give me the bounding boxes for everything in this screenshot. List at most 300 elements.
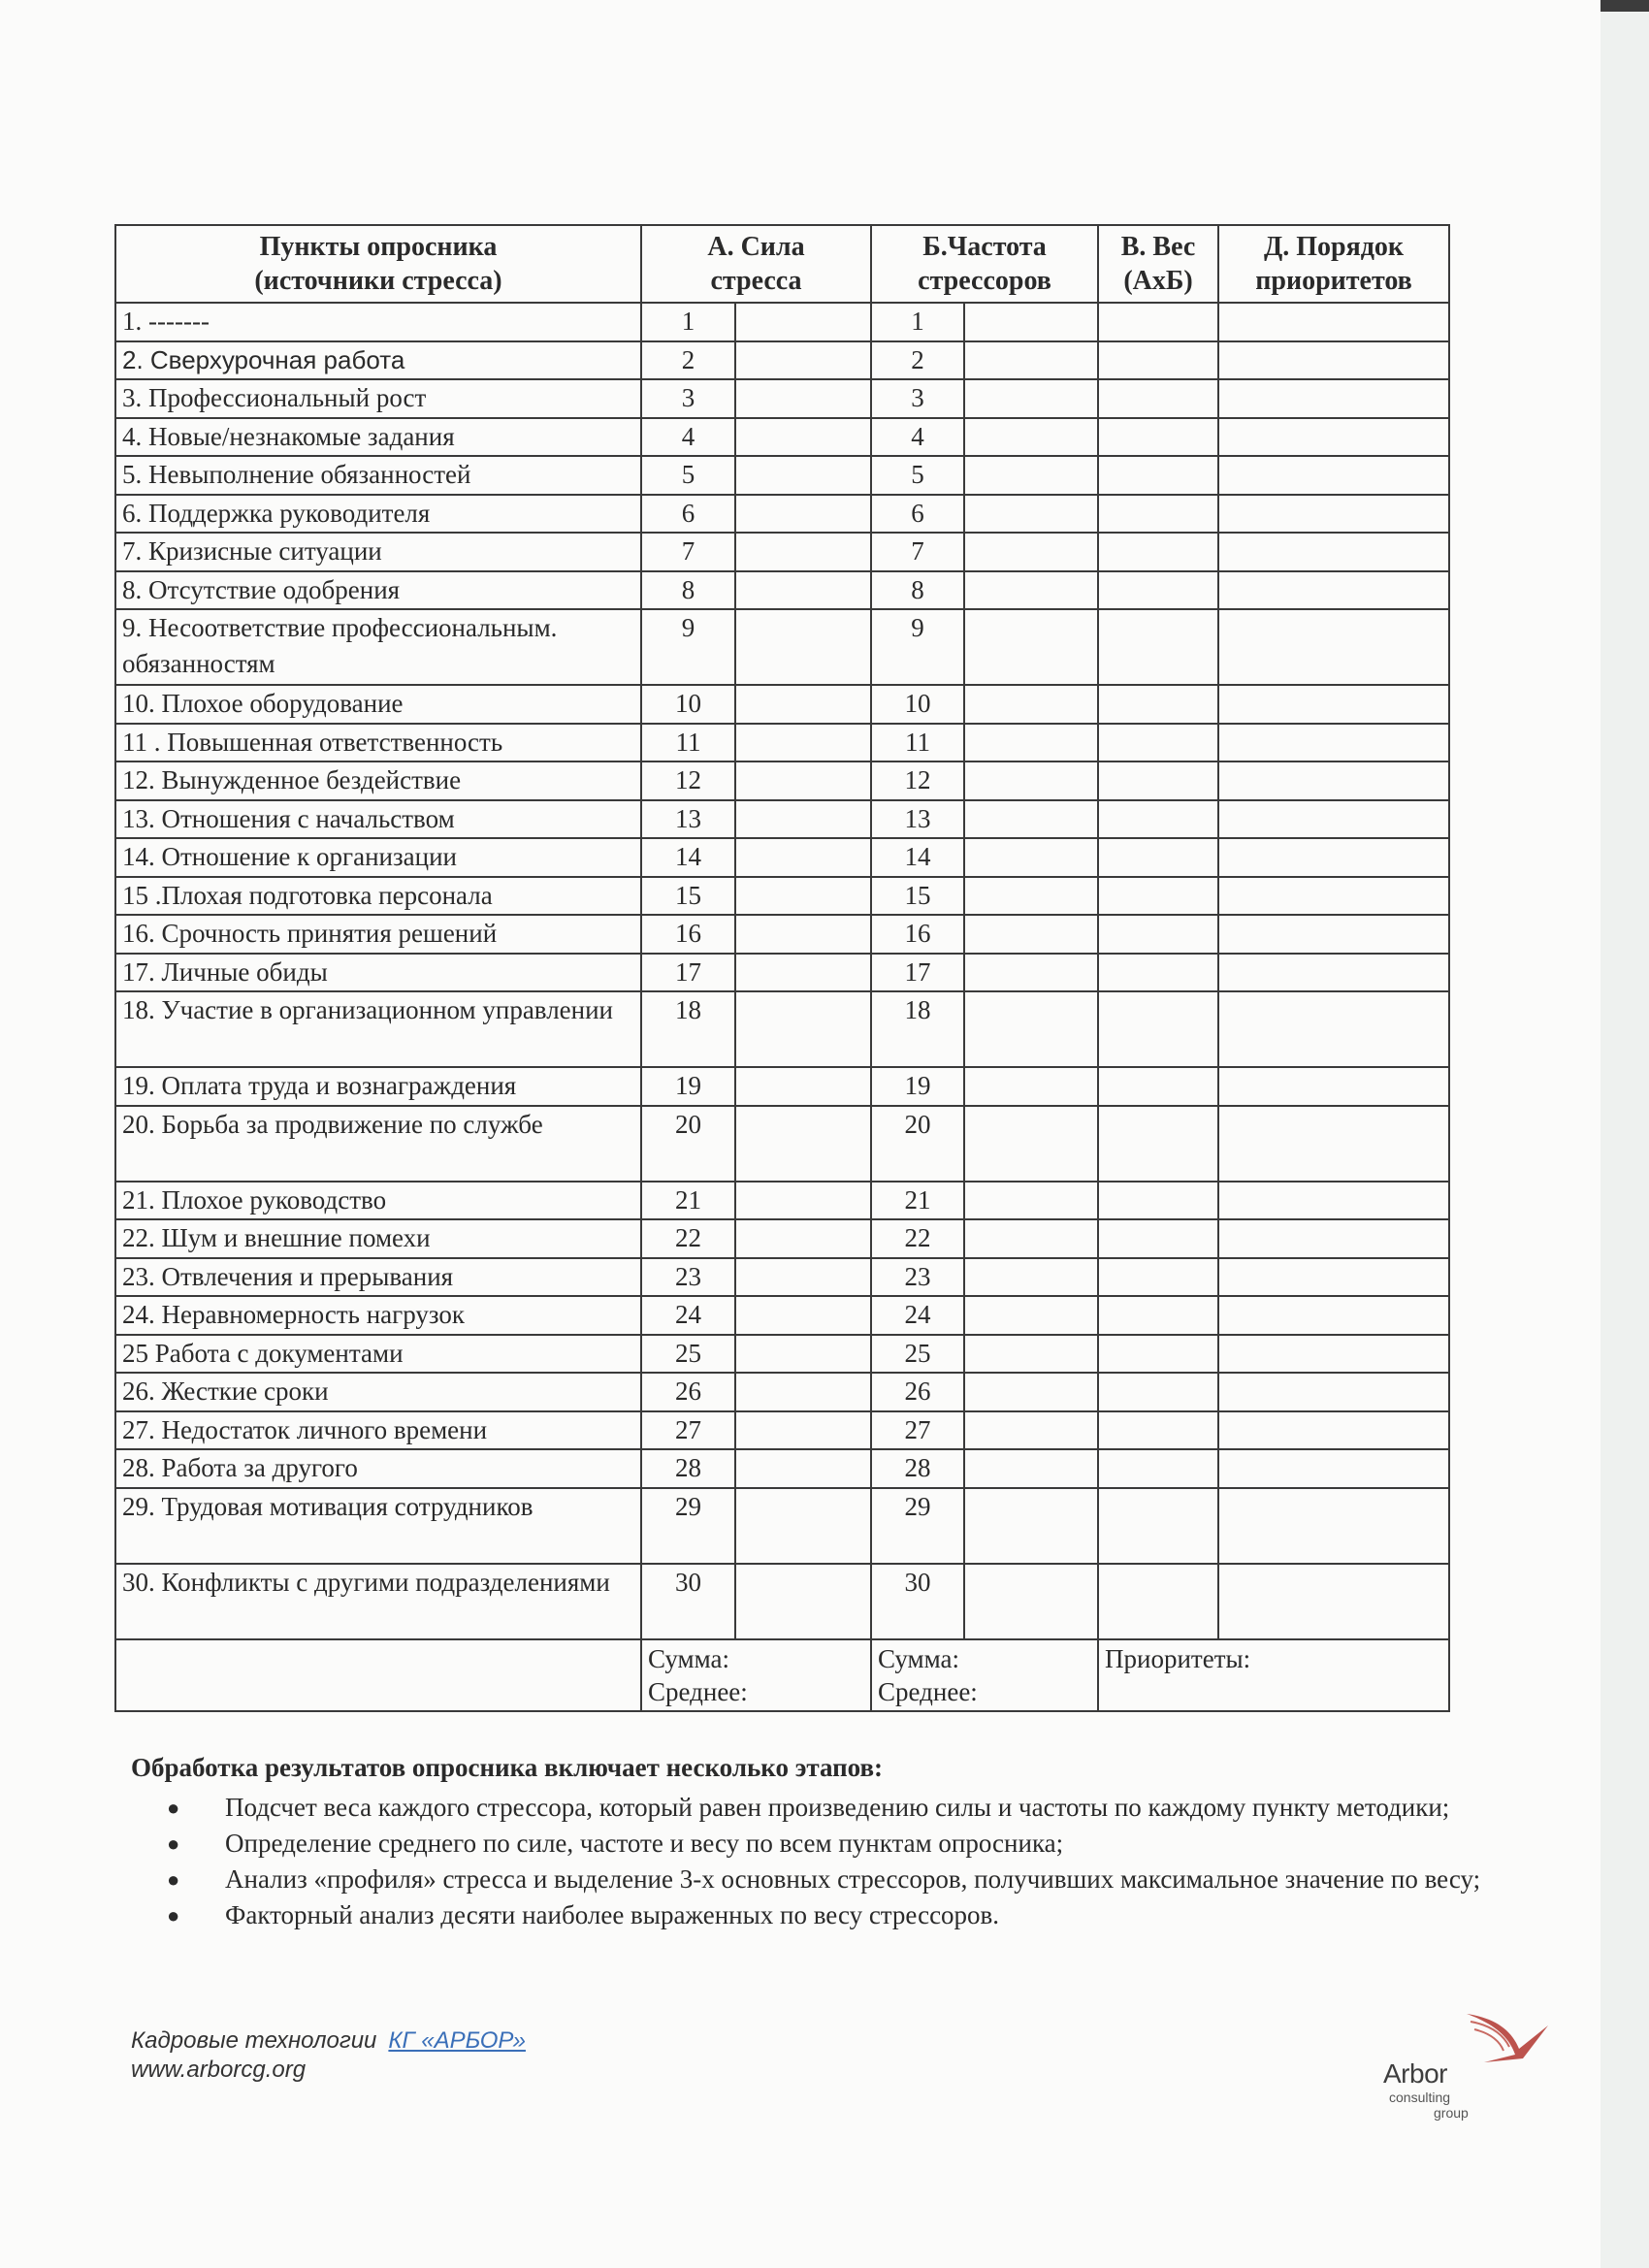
stressor-label-text: 2. Сверхурочная работа (122, 344, 405, 374)
strength-number-text: 11 (675, 727, 701, 757)
frequency-input-cell[interactable] (964, 761, 1098, 800)
frequency-number-text: 21 (904, 1184, 931, 1215)
stressor-label (115, 495, 641, 534)
strength-number-text: 17 (675, 956, 701, 987)
frequency-input-cell[interactable] (964, 991, 1098, 1067)
priority-input-cell[interactable] (1218, 1564, 1449, 1639)
stressor-label-text: 22. Шум и внешние помехи (122, 1223, 431, 1252)
weight-input-cell[interactable] (1098, 533, 1218, 571)
weight-input-cell[interactable] (1098, 495, 1218, 534)
frequency-input-cell[interactable] (964, 571, 1098, 610)
frequency-number-text: 20 (904, 1109, 931, 1139)
weight-input-cell[interactable] (1098, 800, 1218, 839)
strength-input-cell[interactable] (735, 1258, 871, 1297)
weight-input-cell[interactable] (1098, 1258, 1218, 1297)
priority-input-cell[interactable] (1218, 533, 1449, 571)
stressor-label (115, 1296, 641, 1335)
frequency-input-cell[interactable] (964, 1182, 1098, 1220)
strength-number-text: 15 (675, 880, 701, 910)
table-row (115, 1258, 1449, 1297)
strength-number (641, 1258, 735, 1297)
frequency-number-text: 3 (911, 383, 924, 412)
stressor-label (115, 456, 641, 495)
frequency-number-text: 1 (911, 307, 924, 336)
strength-input-cell[interactable] (735, 724, 871, 762)
strength-number (641, 533, 735, 571)
stressor-label-text: 12. Вынужденное бездействие (122, 765, 462, 794)
frequency-number (871, 341, 964, 380)
frequency-input-cell[interactable] (964, 1067, 1098, 1106)
strength-number (641, 379, 735, 418)
weight-input-cell[interactable] (1098, 609, 1218, 685)
frequency-number (871, 1449, 964, 1488)
frequency-number-text: 7 (911, 536, 924, 566)
stressor-label-text: 19. Оплата труда и вознаграждения (122, 1071, 517, 1100)
stressor-label-text: 3. Профессиональный рост (122, 383, 427, 412)
stressor-label-text: 1. ------- (122, 307, 210, 336)
instruction-step (167, 1862, 1508, 1897)
stressor-label (115, 303, 641, 341)
table-row (115, 838, 1449, 877)
stressor-label (115, 877, 641, 916)
strength-number (641, 418, 735, 457)
table-row (115, 571, 1449, 610)
priority-input-cell[interactable] (1218, 1373, 1449, 1411)
weight-input-cell[interactable] (1098, 303, 1218, 341)
strength-number-text: 29 (675, 1491, 701, 1521)
frequency-number (871, 609, 964, 685)
stressor-label-text: 21. Плохое руководство (122, 1184, 387, 1215)
strength-input-cell[interactable] (735, 1219, 871, 1258)
company-link[interactable]: КГ «АРБОР» (388, 2027, 526, 2054)
frequency-number (871, 495, 964, 534)
priority-input-cell[interactable] (1218, 1296, 1449, 1335)
priority-input-cell[interactable] (1218, 341, 1449, 380)
weight-input-cell[interactable] (1098, 1182, 1218, 1220)
strength-number (641, 838, 735, 877)
frequency-input-cell[interactable] (964, 1564, 1098, 1639)
strength-input-cell[interactable] (735, 1488, 871, 1564)
frequency-number-text: 14 (904, 842, 931, 871)
stressor-label (115, 761, 641, 800)
frequency-input-cell[interactable] (964, 838, 1098, 877)
stressor-label-text: 9. Несоответствие профессиональным. обязанностям (122, 613, 558, 678)
stressor-label (115, 1106, 641, 1182)
strength-input-cell[interactable] (735, 800, 871, 839)
frequency-number (871, 724, 964, 762)
strength-number (641, 1067, 735, 1106)
frequency-number (871, 1067, 964, 1106)
table-row (115, 991, 1449, 1067)
stressor-label (115, 1258, 641, 1297)
priority-input-cell[interactable] (1218, 303, 1449, 341)
priority-input-cell[interactable] (1218, 838, 1449, 877)
table-row (115, 609, 1449, 685)
strength-number-text: 19 (675, 1071, 701, 1100)
strength-number (641, 1219, 735, 1258)
stressor-label-text: 28. Работа за другого (122, 1453, 358, 1482)
strength-number-text: 21 (675, 1184, 701, 1215)
strength-input-cell[interactable] (735, 1106, 871, 1182)
frequency-number-text: 5 (911, 460, 924, 489)
stressor-label-text: 18. Участие в организационном управлении (122, 995, 613, 1024)
header-items (115, 225, 641, 303)
strength-number-text: 20 (675, 1109, 701, 1139)
weight-input-cell[interactable] (1098, 685, 1218, 724)
frequency-sum-label: Сумма: (878, 1643, 959, 1673)
stressor-label (115, 800, 641, 839)
frequency-number (871, 1411, 964, 1450)
frequency-number-text: 9 (911, 613, 924, 642)
frequency-number-text: 30 (904, 1567, 931, 1597)
frequency-number (871, 1258, 964, 1297)
processing-instructions (131, 1750, 1508, 1933)
summary-row (115, 1639, 1449, 1711)
strength-number-text: 30 (675, 1567, 701, 1597)
frequency-input-cell[interactable] (964, 1335, 1098, 1374)
frequency-input-cell[interactable] (964, 495, 1098, 534)
weight-input-cell[interactable] (1098, 838, 1218, 877)
weight-input-cell[interactable] (1098, 991, 1218, 1067)
instruction-step (167, 1826, 1508, 1862)
frequency-number (871, 533, 964, 571)
instruction-step-text: Подсчет веса каждого стрессора, который равен произведению силы и частоты по каждому пункту методики; (225, 1793, 1450, 1822)
priority-input-cell[interactable] (1218, 1488, 1449, 1564)
priority-input-cell[interactable] (1218, 954, 1449, 992)
strength-number (641, 800, 735, 839)
strength-number (641, 761, 735, 800)
strength-input-cell[interactable] (735, 685, 871, 724)
priority-input-cell[interactable] (1218, 1182, 1449, 1220)
frequency-input-cell[interactable] (964, 724, 1098, 762)
stressor-label-text: 25 Работа с документами (122, 1338, 404, 1368)
priority-input-cell[interactable] (1218, 379, 1449, 418)
frequency-number (871, 1106, 964, 1182)
stressor-label (115, 1373, 641, 1411)
strength-number (641, 303, 735, 341)
frequency-input-cell[interactable] (964, 915, 1098, 954)
weight-input-cell[interactable] (1098, 1106, 1218, 1182)
weight-input-cell[interactable] (1098, 761, 1218, 800)
strength-input-cell[interactable] (735, 1296, 871, 1335)
frequency-input-cell[interactable] (964, 533, 1098, 571)
priority-input-cell[interactable] (1218, 571, 1449, 610)
stressor-label (115, 418, 641, 457)
table-row (115, 533, 1449, 571)
summary-empty-cell (115, 1639, 641, 1711)
strength-number (641, 954, 735, 992)
weight-input-cell[interactable] (1098, 456, 1218, 495)
stressor-label (115, 341, 641, 380)
stressor-label (115, 991, 641, 1067)
frequency-number-text: 16 (904, 919, 931, 948)
strength-average-label: Среднее: (648, 1676, 748, 1706)
frequency-input-cell[interactable] (964, 1296, 1098, 1335)
priority-input-cell[interactable] (1218, 609, 1449, 685)
page-footer (131, 2026, 526, 2085)
strength-number-text: 10 (675, 689, 701, 718)
priority-input-cell[interactable] (1218, 915, 1449, 954)
weight-input-cell[interactable] (1098, 1449, 1218, 1488)
stress-survey-table (114, 224, 1450, 1712)
priority-input-cell[interactable] (1218, 1335, 1449, 1374)
weight-input-cell[interactable] (1098, 1564, 1218, 1639)
header-priority-line1: Д. Порядок (1263, 232, 1405, 262)
frequency-number-text: 26 (904, 1377, 931, 1406)
priority-input-cell[interactable] (1218, 877, 1449, 916)
stressor-label-text: 29. Трудовая мотивация сотрудников (122, 1491, 534, 1521)
strength-input-cell[interactable] (735, 1182, 871, 1220)
priority-input-cell[interactable] (1218, 761, 1449, 800)
strength-number-text: 3 (681, 383, 695, 412)
weight-input-cell[interactable] (1098, 1411, 1218, 1450)
frequency-input-cell[interactable] (964, 1449, 1098, 1488)
summary-strength[interactable] (641, 1639, 871, 1711)
weight-input-cell[interactable] (1098, 379, 1218, 418)
strength-input-cell[interactable] (735, 1335, 871, 1374)
table-row (115, 341, 1449, 380)
logo-group: group (1434, 2105, 1469, 2121)
strength-number (641, 1106, 735, 1182)
frequency-input-cell[interactable] (964, 303, 1098, 341)
stressor-label (115, 954, 641, 992)
frequency-number-text: 23 (904, 1261, 931, 1291)
frequency-input-cell[interactable] (964, 341, 1098, 380)
strength-sum-label: Сумма: (648, 1643, 729, 1673)
instructions-list (131, 1790, 1508, 1933)
stressor-label (115, 724, 641, 762)
strength-number (641, 1182, 735, 1220)
table-row (115, 685, 1449, 724)
stressor-label-text: 27. Недостаток личного времени (122, 1414, 488, 1444)
frequency-number-text: 4 (911, 421, 924, 451)
strength-number (641, 1449, 735, 1488)
table-row (115, 303, 1449, 341)
weight-input-cell[interactable] (1098, 724, 1218, 762)
frequency-input-cell[interactable] (964, 379, 1098, 418)
arbor-logo (1377, 2008, 1552, 2124)
strength-number-text: 9 (681, 613, 695, 642)
strength-input-cell[interactable] (735, 1067, 871, 1106)
weight-input-cell[interactable] (1098, 1373, 1218, 1411)
strength-input-cell[interactable] (735, 456, 871, 495)
table-header-row (115, 225, 1449, 303)
header-weight-line1: В. Вес (1120, 232, 1196, 262)
weight-input-cell[interactable] (1098, 1067, 1218, 1106)
priority-input-cell[interactable] (1218, 1411, 1449, 1450)
weight-input-cell[interactable] (1098, 915, 1218, 954)
strength-input-cell[interactable] (735, 303, 871, 341)
priority-input-cell[interactable] (1218, 1258, 1449, 1297)
weight-input-cell[interactable] (1098, 1488, 1218, 1564)
priority-input-cell[interactable] (1218, 800, 1449, 839)
stressor-label (115, 1335, 641, 1374)
frequency-number (871, 1335, 964, 1374)
strength-input-cell[interactable] (735, 915, 871, 954)
weight-input-cell[interactable] (1098, 954, 1218, 992)
strength-input-cell[interactable] (735, 991, 871, 1067)
frequency-number (871, 915, 964, 954)
table-row (115, 379, 1449, 418)
strength-number-text: 14 (675, 842, 701, 871)
strength-number-text: 22 (675, 1223, 701, 1252)
footer-website: www.arborcg.org (131, 2057, 307, 2083)
frequency-number-text: 2 (911, 344, 924, 374)
weight-input-cell[interactable] (1098, 418, 1218, 457)
strength-input-cell[interactable] (735, 1564, 871, 1639)
frequency-number (871, 1564, 964, 1639)
weight-input-cell[interactable] (1098, 1335, 1218, 1374)
frequency-number (871, 1219, 964, 1258)
strength-number-text: 25 (675, 1338, 701, 1368)
table-row (115, 1067, 1449, 1106)
table-row (115, 1564, 1449, 1639)
weight-input-cell[interactable] (1098, 1219, 1218, 1258)
frequency-input-cell[interactable] (964, 1488, 1098, 1564)
table-row (115, 1219, 1449, 1258)
strength-input-cell[interactable] (735, 838, 871, 877)
stressor-label (115, 379, 641, 418)
strength-number-text: 2 (681, 344, 695, 374)
header-strength-line2: стресса (710, 266, 802, 296)
frequency-number-text: 28 (904, 1453, 931, 1482)
strength-input-cell[interactable] (735, 954, 871, 992)
strength-number (641, 1411, 735, 1450)
frequency-number-text: 25 (904, 1338, 931, 1368)
frequency-average-label: Среднее: (878, 1676, 978, 1706)
stressor-label-text: 5. Невыполнение обязанностей (122, 460, 471, 489)
frequency-input-cell[interactable] (964, 1411, 1098, 1450)
strength-number (641, 915, 735, 954)
stressor-label-text: 17. Личные обиды (122, 956, 328, 987)
header-items-line1: Пункты опросника (259, 232, 498, 262)
stressor-label-text: 10. Плохое оборудование (122, 689, 404, 718)
strength-number-text: 23 (675, 1261, 701, 1291)
strength-input-cell[interactable] (735, 495, 871, 534)
frequency-input-cell[interactable] (964, 685, 1098, 724)
frequency-input-cell[interactable] (964, 456, 1098, 495)
strength-number-text: 13 (675, 803, 701, 833)
strength-number (641, 991, 735, 1067)
scan-edge (1600, 0, 1649, 2268)
instruction-step (167, 1897, 1508, 1933)
strength-number-text: 16 (675, 919, 701, 948)
strength-input-cell[interactable] (735, 609, 871, 685)
table-row (115, 418, 1449, 457)
weight-input-cell[interactable] (1098, 341, 1218, 380)
header-strength-line1: А. Сила (707, 232, 805, 262)
strength-input-cell[interactable] (735, 418, 871, 457)
footer-company-line (131, 2026, 526, 2056)
priority-input-cell[interactable] (1218, 1449, 1449, 1488)
frequency-input-cell[interactable] (964, 609, 1098, 685)
stressor-label (115, 1182, 641, 1220)
weight-input-cell[interactable] (1098, 571, 1218, 610)
frequency-input-cell[interactable] (964, 954, 1098, 992)
priority-input-cell[interactable] (1218, 1067, 1449, 1106)
strength-input-cell[interactable] (735, 533, 871, 571)
frequency-input-cell[interactable] (964, 418, 1098, 457)
frequency-number-text: 17 (904, 956, 931, 987)
scan-edge-shadow (1600, 0, 1649, 12)
frequency-number-text: 19 (904, 1071, 931, 1100)
strength-number-text: 7 (681, 536, 695, 566)
strength-input-cell[interactable] (735, 571, 871, 610)
frequency-number-text: 6 (911, 498, 924, 528)
logo-consulting: consulting (1389, 2090, 1451, 2105)
strength-input-cell[interactable] (735, 341, 871, 380)
bullet-icon: ● (167, 1867, 180, 1892)
frequency-input-cell[interactable] (964, 1219, 1098, 1258)
frequency-number-text: 12 (904, 765, 931, 794)
stressor-label-text: 14. Отношение к организации (122, 842, 457, 871)
table-row (115, 800, 1449, 839)
frequency-input-cell[interactable] (964, 800, 1098, 839)
stressor-label (115, 1488, 641, 1564)
strength-number-text: 1 (681, 307, 695, 336)
priority-input-cell[interactable] (1218, 495, 1449, 534)
stressor-label-text: 11 . Повышенная ответственность (122, 727, 503, 757)
strength-input-cell[interactable] (735, 761, 871, 800)
strength-input-cell[interactable] (735, 1411, 871, 1450)
stressor-label-text: 15 .Плохая подготовка персонала (122, 880, 493, 910)
header-items-line2: (источники стресса) (254, 266, 502, 296)
strength-number-text: 28 (675, 1453, 701, 1482)
priority-input-cell[interactable] (1218, 1219, 1449, 1258)
table-row (115, 761, 1449, 800)
priority-input-cell[interactable] (1218, 456, 1449, 495)
stressor-label (115, 571, 641, 610)
strength-number-text: 5 (681, 460, 695, 489)
strength-number (641, 1488, 735, 1564)
logo-name: Arbor (1383, 2058, 1447, 2089)
strength-number (641, 724, 735, 762)
summary-frequency[interactable] (871, 1639, 1098, 1711)
stressor-label-text: 26. Жесткие сроки (122, 1377, 329, 1406)
stressor-label-text: 30. Конфликты с другими подразделениями (122, 1567, 610, 1597)
summary-priorities[interactable] (1098, 1639, 1449, 1711)
strength-input-cell[interactable] (735, 877, 871, 916)
priority-input-cell[interactable] (1218, 418, 1449, 457)
frequency-number (871, 685, 964, 724)
header-frequency (871, 225, 1098, 303)
stressor-label (115, 1564, 641, 1639)
priority-input-cell[interactable] (1218, 1106, 1449, 1182)
weight-input-cell[interactable] (1098, 1296, 1218, 1335)
frequency-number (871, 571, 964, 610)
strength-number-text: 18 (675, 995, 701, 1024)
table-row (115, 456, 1449, 495)
frequency-input-cell[interactable] (964, 1258, 1098, 1297)
strength-input-cell[interactable] (735, 1449, 871, 1488)
frequency-input-cell[interactable] (964, 1106, 1098, 1182)
table-row (115, 877, 1449, 916)
table-row (115, 724, 1449, 762)
priority-input-cell[interactable] (1218, 685, 1449, 724)
stressor-label (115, 533, 641, 571)
weight-input-cell[interactable] (1098, 877, 1218, 916)
header-weight-line2: (АхБ) (1123, 266, 1193, 296)
frequency-number (871, 418, 964, 457)
frequency-input-cell[interactable] (964, 877, 1098, 916)
frequency-number-text: 22 (904, 1223, 931, 1252)
strength-input-cell[interactable] (735, 1373, 871, 1411)
strength-number (641, 1335, 735, 1374)
priority-input-cell[interactable] (1218, 724, 1449, 762)
strength-input-cell[interactable] (735, 379, 871, 418)
priority-input-cell[interactable] (1218, 991, 1449, 1067)
frequency-input-cell[interactable] (964, 1373, 1098, 1411)
